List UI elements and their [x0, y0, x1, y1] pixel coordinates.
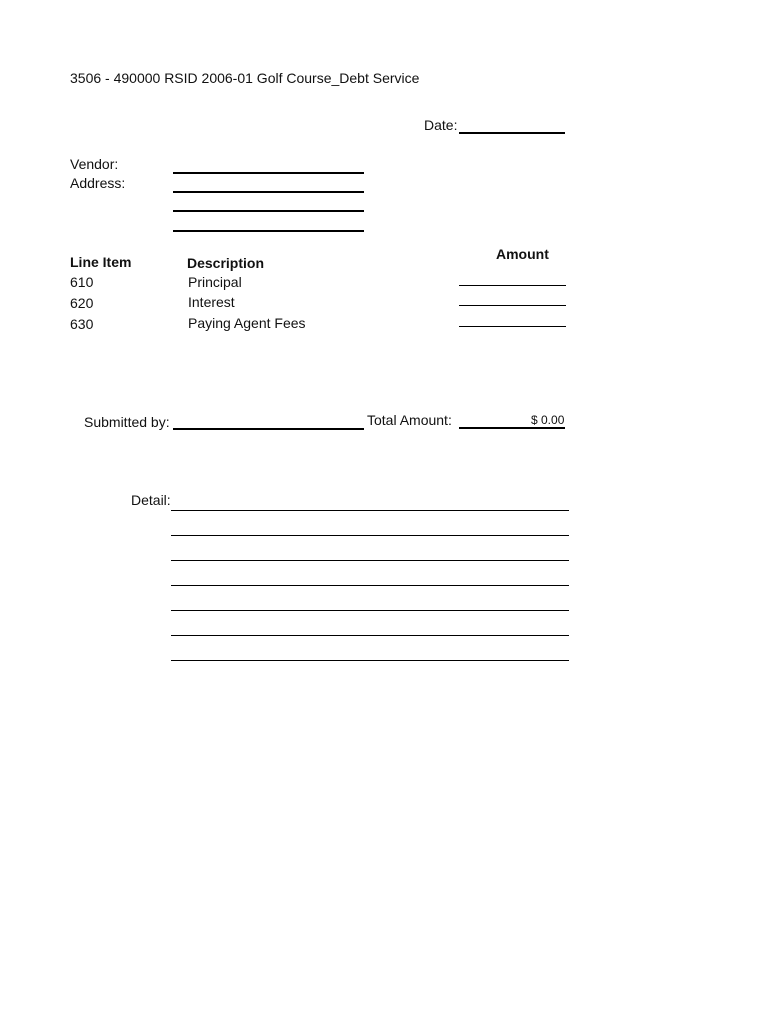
- address-field-line-3[interactable]: [173, 230, 364, 232]
- line-item-description: Principal: [188, 274, 242, 290]
- address-label: Address:: [70, 175, 126, 191]
- submitted-by-label: Submitted by:: [84, 414, 170, 430]
- detail-line[interactable]: [171, 535, 569, 536]
- line-item-code: 630: [70, 316, 94, 332]
- line-item-code: 620: [70, 295, 94, 311]
- date-label: Date:: [424, 117, 458, 133]
- detail-line[interactable]: [171, 635, 569, 636]
- detail-line[interactable]: [171, 660, 569, 661]
- detail-label: Detail:: [131, 492, 171, 508]
- description-header: Description: [187, 255, 265, 271]
- vendor-field[interactable]: [173, 172, 364, 174]
- submitted-by-field[interactable]: [173, 428, 364, 430]
- amount-header: Amount: [496, 246, 549, 262]
- line-item-header: Line Item: [70, 254, 132, 270]
- line-item-description: Interest: [188, 294, 235, 310]
- line-item-amount-field[interactable]: [459, 285, 566, 286]
- line-item-amount-field[interactable]: [459, 305, 566, 306]
- vendor-label: Vendor:: [70, 156, 119, 172]
- total-amount-value: $ 0.00: [531, 413, 565, 427]
- form-title: 3506 - 490000 RSID 2006-01 Golf Course_Debt Service: [70, 70, 420, 86]
- address-field-line-1[interactable]: [173, 191, 364, 193]
- address-field-line-2[interactable]: [173, 210, 364, 212]
- detail-line[interactable]: [171, 510, 569, 511]
- line-item-description: Paying Agent Fees: [188, 315, 306, 331]
- line-item-code: 610: [70, 274, 94, 290]
- date-field[interactable]: [459, 132, 565, 134]
- line-item-amount-field[interactable]: [459, 326, 566, 327]
- detail-line[interactable]: [171, 585, 569, 586]
- total-amount-field[interactable]: [459, 427, 565, 429]
- total-amount-label: Total Amount:: [367, 412, 452, 428]
- detail-line[interactable]: [171, 560, 569, 561]
- detail-line[interactable]: [171, 610, 569, 611]
